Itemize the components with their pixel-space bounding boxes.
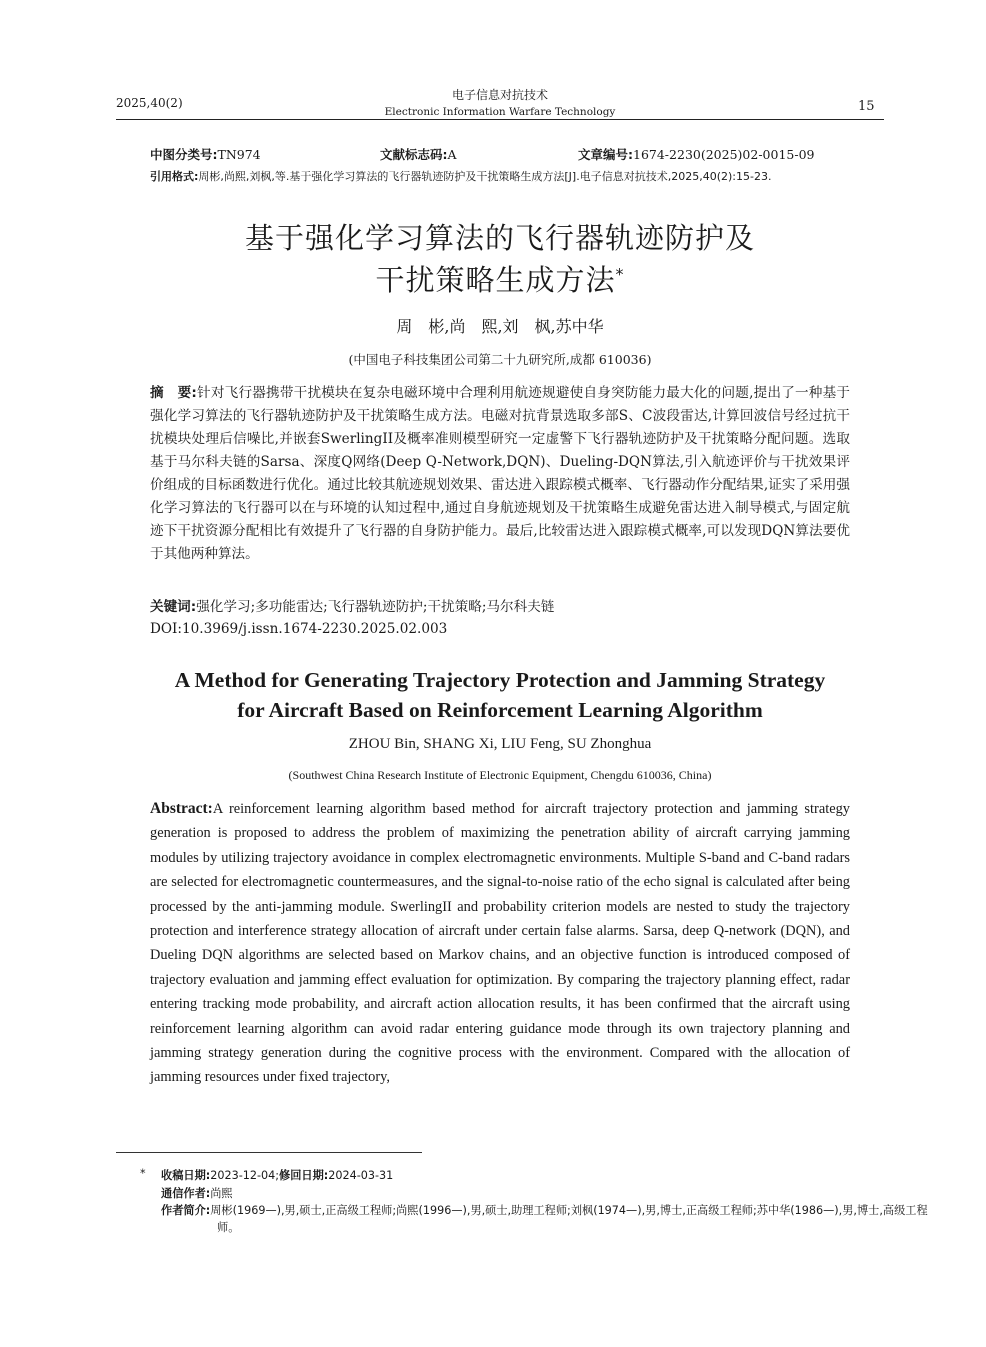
received-label: 收稿日期:	[161, 1169, 211, 1182]
revised-label: 修回日期:	[279, 1169, 329, 1182]
citation-value: 周彬,尚熙,刘枫,等.基于强化学习算法的飞行器轨迹防护及干扰策略生成方法[J].电子信息对抗技术,2025,40(2):15-23.	[198, 170, 772, 183]
article-number	[578, 145, 814, 163]
doi: DOI:10.3969/j.issn.1674-2230.2025.02.003	[150, 621, 448, 637]
header-rule	[116, 119, 884, 120]
citation-label: 引用格式:	[150, 170, 199, 183]
abstract-cn-label: 摘 要:	[150, 385, 197, 401]
article-no-value: 1674-2230(2025)02-0015-09	[633, 147, 815, 162]
doc-code-value: A	[447, 147, 457, 162]
article-no-label: 文章编号:	[578, 147, 633, 162]
journal-title-en: Electronic Information Warfare Technology	[384, 106, 616, 118]
title-en-line1: A Method for Generating Trajectory Protection and Jamming Strategy	[174, 668, 826, 692]
footnote-rule	[116, 1152, 422, 1153]
authors-cn: 周 彬,尚 熙,刘 枫,苏中华	[396, 317, 604, 336]
corresponding-value: 尚熙	[210, 1187, 233, 1200]
revised-value: 2024-03-31	[328, 1169, 394, 1182]
clc-value: TN974	[217, 147, 261, 162]
affiliation-cn: (中国电子科技集团公司第二十九研究所,成都 610036)	[348, 352, 652, 367]
keywords-cn-label: 关键词:	[150, 599, 197, 615]
title-cn-line1: 基于强化学习算法的飞行器轨迹防护及	[244, 221, 755, 255]
bio-value: 周彬(1969—),男,硕士,正高级工程师;尚熙(1996—),男,硕士,助理工程师;刘枫(1974—),男,博士,正高级工程师;苏中华(1986—),男,博士,高级工程师。	[210, 1204, 928, 1234]
footnote-bio	[161, 1202, 941, 1236]
received-value: 2023-12-04;	[210, 1169, 280, 1182]
bio-label: 作者简介:	[161, 1204, 211, 1217]
affiliation-en: (Southwest China Research Institute of Electronic Equipment, Chengdu 610036, China)	[288, 768, 712, 782]
title-cn-line2-text: 干扰策略生成方法	[375, 263, 616, 297]
title-cn-line2	[116, 258, 884, 299]
abstract-cn-text: 针对飞行器携带干扰模块在复杂电磁环境中合理利用航迹规避使自身突防能力最大化的问题,提出了一种基于强化学习算法的飞行器轨迹防护及干扰策略生成方法。电磁对抗背景选取多部S、C波段雷达,计算回波信号经过抗干扰模块处理后信噪比,并嵌套SwerlingII及概率准则模型研究一定虚警下飞行器轨迹防护及干扰策略分配问题。选取基于马尔科夫链的Sarsa、深度Q网络(Deep Q-Network,DQN)、Dueling-DQN算法,引入航迹评价与干扰效果评价组成的目标函数进行优化。通过比较其航迹规划效果、雷达进入跟踪模式概率、飞行器动作分配结果,证实了采用强化学习算法的飞行器可以在与环境的认知过程中,通过自身航迹规划及干扰策略生成避免雷达进入制导模式,与固定航迹下干扰资源分配相比有效提升了飞行器的自身防护能力。最后,比较雷达进入跟踪模式概率,可以发现DQN算法要优于其他两种算法。	[150, 385, 850, 562]
title-en-line2: for Aircraft Based on Reinforcement Learning Algorithm	[237, 698, 763, 722]
footnote-star: *	[140, 1167, 146, 1180]
keywords-cn	[150, 596, 850, 619]
title-footnote-mark: *	[615, 264, 625, 284]
footnote-corresponding	[161, 1185, 233, 1201]
page-number: 15	[858, 99, 875, 114]
footnote-dates	[161, 1167, 393, 1183]
doc-code-label: 文献标志码:	[380, 147, 448, 162]
authors-en: ZHOU Bin, SHANG Xi, LIU Feng, SU Zhonghua	[348, 736, 652, 752]
abstract-en-label: Abstract:	[150, 800, 213, 817]
corresponding-label: 通信作者:	[161, 1187, 211, 1200]
keywords-cn-text: 强化学习;多功能雷达;飞行器轨迹防护;干扰策略;马尔科夫链	[196, 599, 555, 615]
citation	[150, 168, 890, 184]
abstract-en-text: A reinforcement learning algorithm based method for aircraft trajectory protection and jamming strategy generation is proposed to address the problem of maximizing the penetration ability of aircraft carrying jamming modules by utilizing trajectory avoidance in complex electromagnetic environments. Multiple S-band and C-band radars are selected for electromagnetic countermeasures, and the signal-to-noise ratio of the echo signal is calculated after being processed by the anti-jamming module. SwerlingII and probability criterion models are nested to study the trajectory protection and interference strategy allocation of aircraft under certain false alarms. Sarsa, deep Q-network (DQN), and Dueling DQN algorithms are selected based on Markov chains, and an objective function is introduced composed of trajectory evaluation and jamming effect evaluation for optimization. By comparing the trajectory planning effect, radar entering tracking mode probability, and aircraft action allocation results, it has been confirmed that the aircraft using reinforcement learning algorithm can avoid radar entering guidance mode through its own trajectory planning and jamming strategy generation during the cognitive process with the environment. Compared with the allocation of jamming resources under fixed trajectory,	[150, 801, 850, 1086]
abstract-cn	[150, 382, 850, 566]
journal-title-cn: 电子信息对抗技术	[451, 88, 548, 102]
clc-label: 中图分类号:	[150, 147, 218, 162]
abstract-en	[150, 797, 850, 1090]
clc-number	[150, 145, 261, 163]
document-code	[380, 145, 457, 163]
issue-info: 2025,40(2)	[116, 96, 183, 110]
